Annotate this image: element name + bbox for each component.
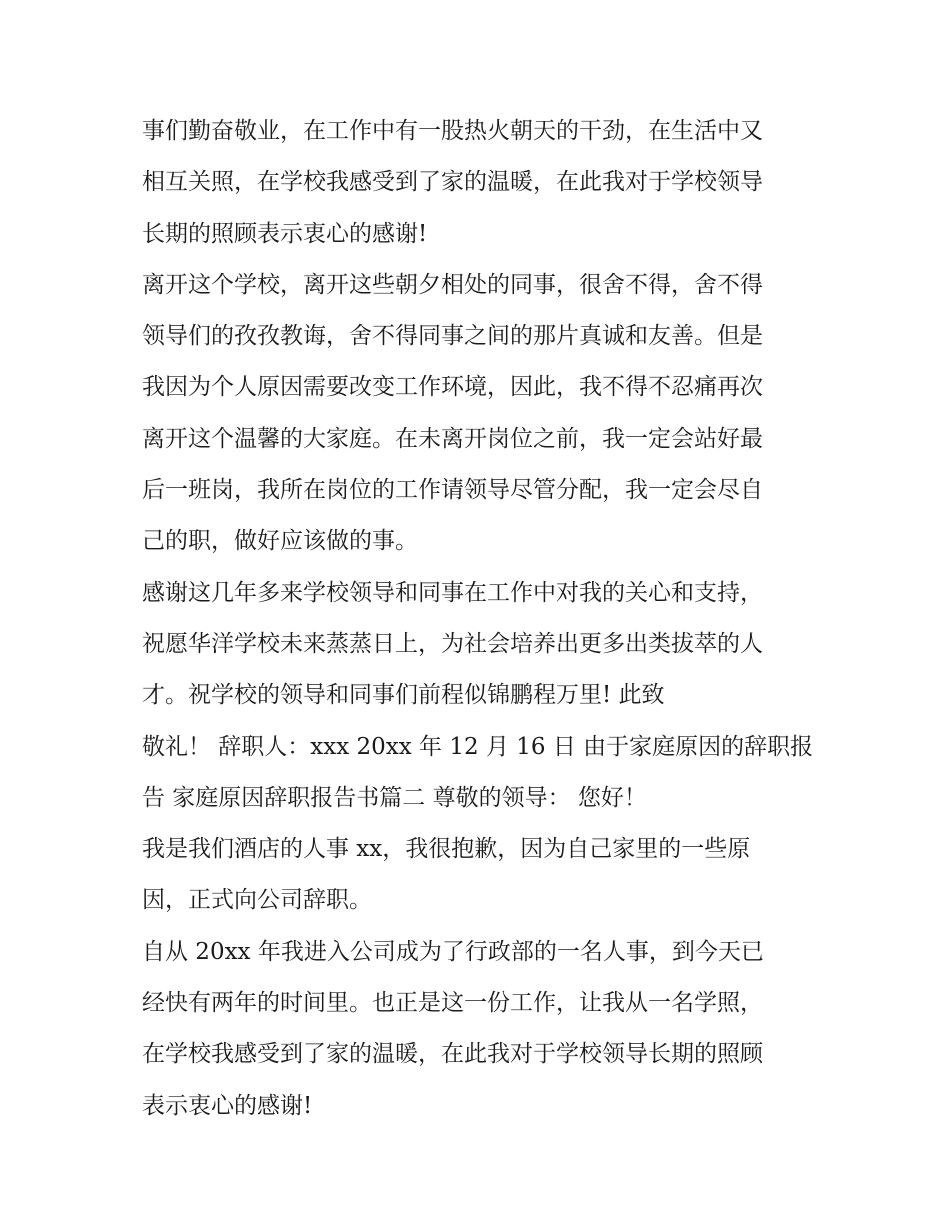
text-line: 在学校我感受到了家的温暖，在此我对于学校领导长期的照顾 — [142, 1041, 763, 1068]
text-line: 敬礼！ 辞职人：xxx 20xx 年 12 月 16 日 由于家庭原因的辞职报 — [142, 733, 814, 760]
text-line: 长期的照顾表示衷心的感谢! — [142, 220, 428, 247]
text-line: 领导们的孜孜教诲，舍不得同事之间的那片真诚和友善。但是 — [142, 323, 763, 350]
text-line: 祝愿华洋学校未来蒸蒸日上，为社会培养出更多出类拔萃的人 — [142, 630, 763, 657]
text-line: 离开这个学校，离开这些朝夕相处的同事，很舍不得，舍不得 — [142, 271, 763, 298]
text-line: 己的职，做好应该做的事。 — [142, 528, 418, 555]
text-line: 后一班岗，我所在岗位的工作请领导尽管分配，我一定会尽自 — [142, 477, 763, 504]
text-line: 我是我们酒店的人事 xx，我很抱歉，因为自己家里的一些原 — [142, 836, 751, 863]
text-line: 才。祝学校的领导和同事们前程似锦鹏程万里! 此致 — [142, 682, 665, 709]
text-line: 告 家庭原因辞职报告书篇二 尊敬的领导： 您好！ — [142, 784, 647, 811]
text-line: 事们勤奋敬业，在工作中有一股热火朝天的干劲，在生活中又 — [142, 118, 763, 144]
text-line: 表示衷心的感谢! — [142, 1092, 313, 1119]
text-line: 离开这个温馨的大家庭。在未离开岗位之前，我一定会站好最 — [142, 425, 763, 452]
text-line: 经快有两年的时间里。也正是这一份工作，让我从一名学照， — [142, 990, 763, 1017]
text-line: 自从 20xx 年我进入公司成为了行政部的一名人事，到今天已 — [142, 938, 764, 965]
text-line: 我因为个人原因需要改变工作环境，因此，我不得不忍痛再次 — [142, 374, 763, 401]
text-line: 相互关照，在学校我感受到了家的温暖，在此我对于学校领导 — [142, 169, 763, 196]
text-line: 因，正式向公司辞职。 — [142, 887, 372, 914]
document-body — [142, 106, 814, 1132]
text-line: 感谢这几年多来学校领导和同事在工作中对我的关心和支持， — [142, 579, 763, 606]
